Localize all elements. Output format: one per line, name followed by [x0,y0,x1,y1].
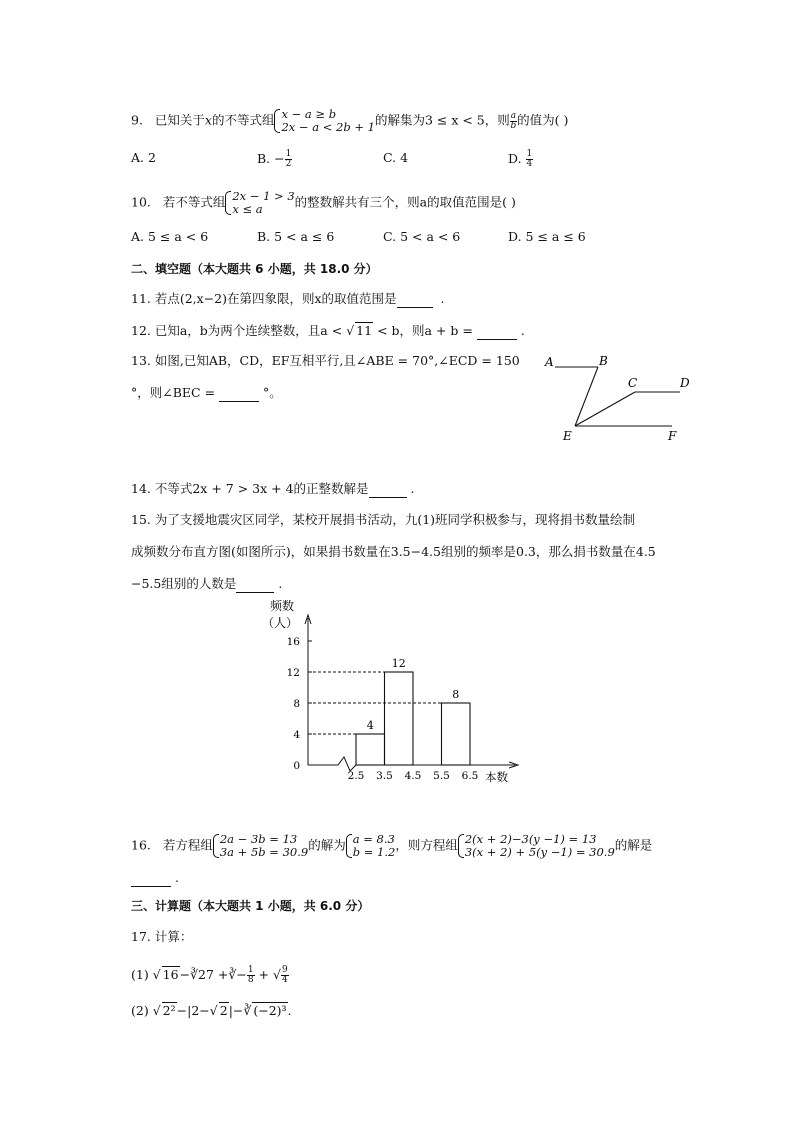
y-tick-label: 8 [293,698,300,710]
bar-value-label: 12 [391,657,406,670]
q13-line-2: °，则∠BEC = °。 [131,385,282,400]
histogram-chart [262,598,522,788]
point-c-label: C [628,376,638,390]
q15-line-2: 成频数分布直方图(如图所示)，如果捐书数量在3.5−4.5组别的频率是0.3，那么捐书数量在4.5 [131,544,656,559]
y-axis-subtitle: （人） [262,616,299,630]
y-tick-label: 16 [286,636,300,648]
q9-number: 9. [131,112,143,128]
q10-inequality-system: 2x − 1 > 3 x ≤ a [225,190,294,216]
x-tick-label: 2.5 [347,770,365,782]
x-tick-label: 4.5 [404,770,422,782]
q10-line: 10. 若不等式组 2x − 1 > 3 x ≤ a 的整数解共有三个，则a的取值范围是( ) [131,189,516,216]
y-axis-title: 频数 [270,599,295,613]
point-b-label: B [599,354,608,368]
histogram-bar [442,703,471,765]
q9-option-a: A. 2 [131,150,156,165]
bar-value-label: 8 [452,688,460,701]
x-axis [308,757,515,771]
q17-part-1: (1) √ 16−∛27 +∛− $\frac{1}{8}$ + √ $\frac{9}{4}$ [131,965,288,985]
x-tick-label: 5.5 [433,770,450,782]
point-f-label: F [668,429,677,443]
q13-parallel-lines-figure [540,350,700,445]
q15-line-1: 15. 为了支援地震灾区同学，某校开展捐书活动，九(1)班同学积极参与，现将捐书数量绘制 [131,512,636,527]
y-tick-label: 4 [293,729,300,741]
histogram-bar [385,672,414,765]
q16-line: 16. 若方程组 2a − 3b = 13 3a + 5b = 30.9 的解为 a = 8.3 b = 1.2 ，则方程组 2(x + 2)−3(y −1) = 13 3(x + 2) + 5(y −1) = 30.9 的解是 [131,832,653,859]
q9-option-d: D. $\frac{1}{4}$ [508,149,533,169]
q14-line: 14. 不等式2x + 7 > 3x + 4的正整数解是 . [131,481,415,496]
line-ec [575,392,635,426]
q10-option-d: D. 5 ≤ a ≤ 6 [508,229,586,244]
y-tick-label: 12 [286,667,300,679]
q13-line-1: 13. 如图,已知AB，CD，EF互相平行,且∠ABE = 70°,∠ECD = 150 [131,353,520,368]
q11-line: 11. 若点(2,x−2)在第四象限，则x的取值范围是 . [131,291,445,306]
section-2-heading: 二、填空题（本大题共 6 小题，共 18.0 分） [131,262,378,276]
q10-option-b: B. 5 < a ≤ 6 [257,229,335,244]
q16-system-2: 2(x + 2)−3(y −1) = 13 3(x + 2) + 5(y −1) = 30.9 [458,833,615,859]
q10-option-a: A. 5 ≤ a < 6 [131,229,209,244]
x-axis-title: 本数 [485,770,508,784]
q16-answer-line: . [131,870,179,887]
q10-option-c: C. 5 < a < 6 [383,229,461,244]
q17-line: 17. 计算： [131,929,193,944]
point-e-label: E [563,429,572,443]
section-3-heading: 三、计算题（本大题共 1 小题，共 6.0 分） [131,899,370,913]
q9-option-c: C. 4 [383,150,409,165]
q16-solution: a = 8.3 b = 1.2 [346,833,396,859]
q16-system-1: 2a − 3b = 13 3a + 5b = 30.9 [213,833,308,859]
point-d-label: D [680,376,690,390]
histogram-bar [356,734,385,765]
q9-option-b: B. − $\frac{1}{2}$ [257,149,292,169]
bar-value-label: 4 [366,719,374,732]
q17-part-2: (2) √ 2²−|2−√ 2|−∛ (−2)³. [131,1003,292,1018]
line-be [575,367,598,426]
x-tick-label: 3.5 [376,770,393,782]
y-tick-label: 0 [293,760,300,772]
q12-line: 12. 已知a，b为两个连续整数，且a < √ 11 < b，则a + b = . [131,323,525,338]
q9-fraction: $\frac{a}{b}$ [510,110,517,131]
point-a-label: A [545,355,554,369]
x-tick-label: 6.5 [461,770,479,782]
q9-line: 9. 已知关于x的不等式组 x − a ≥ b 2x − a < 2b + 1 的解集为3 ≤ x < 5，则 $\frac{a}{b}$ 的值为( ) [131,107,569,134]
q9-inequality-system: x − a ≥ b 2x − a < 2b + 1 [274,108,375,134]
q15-line-3: −5.5组别的人数是 . [131,576,283,591]
